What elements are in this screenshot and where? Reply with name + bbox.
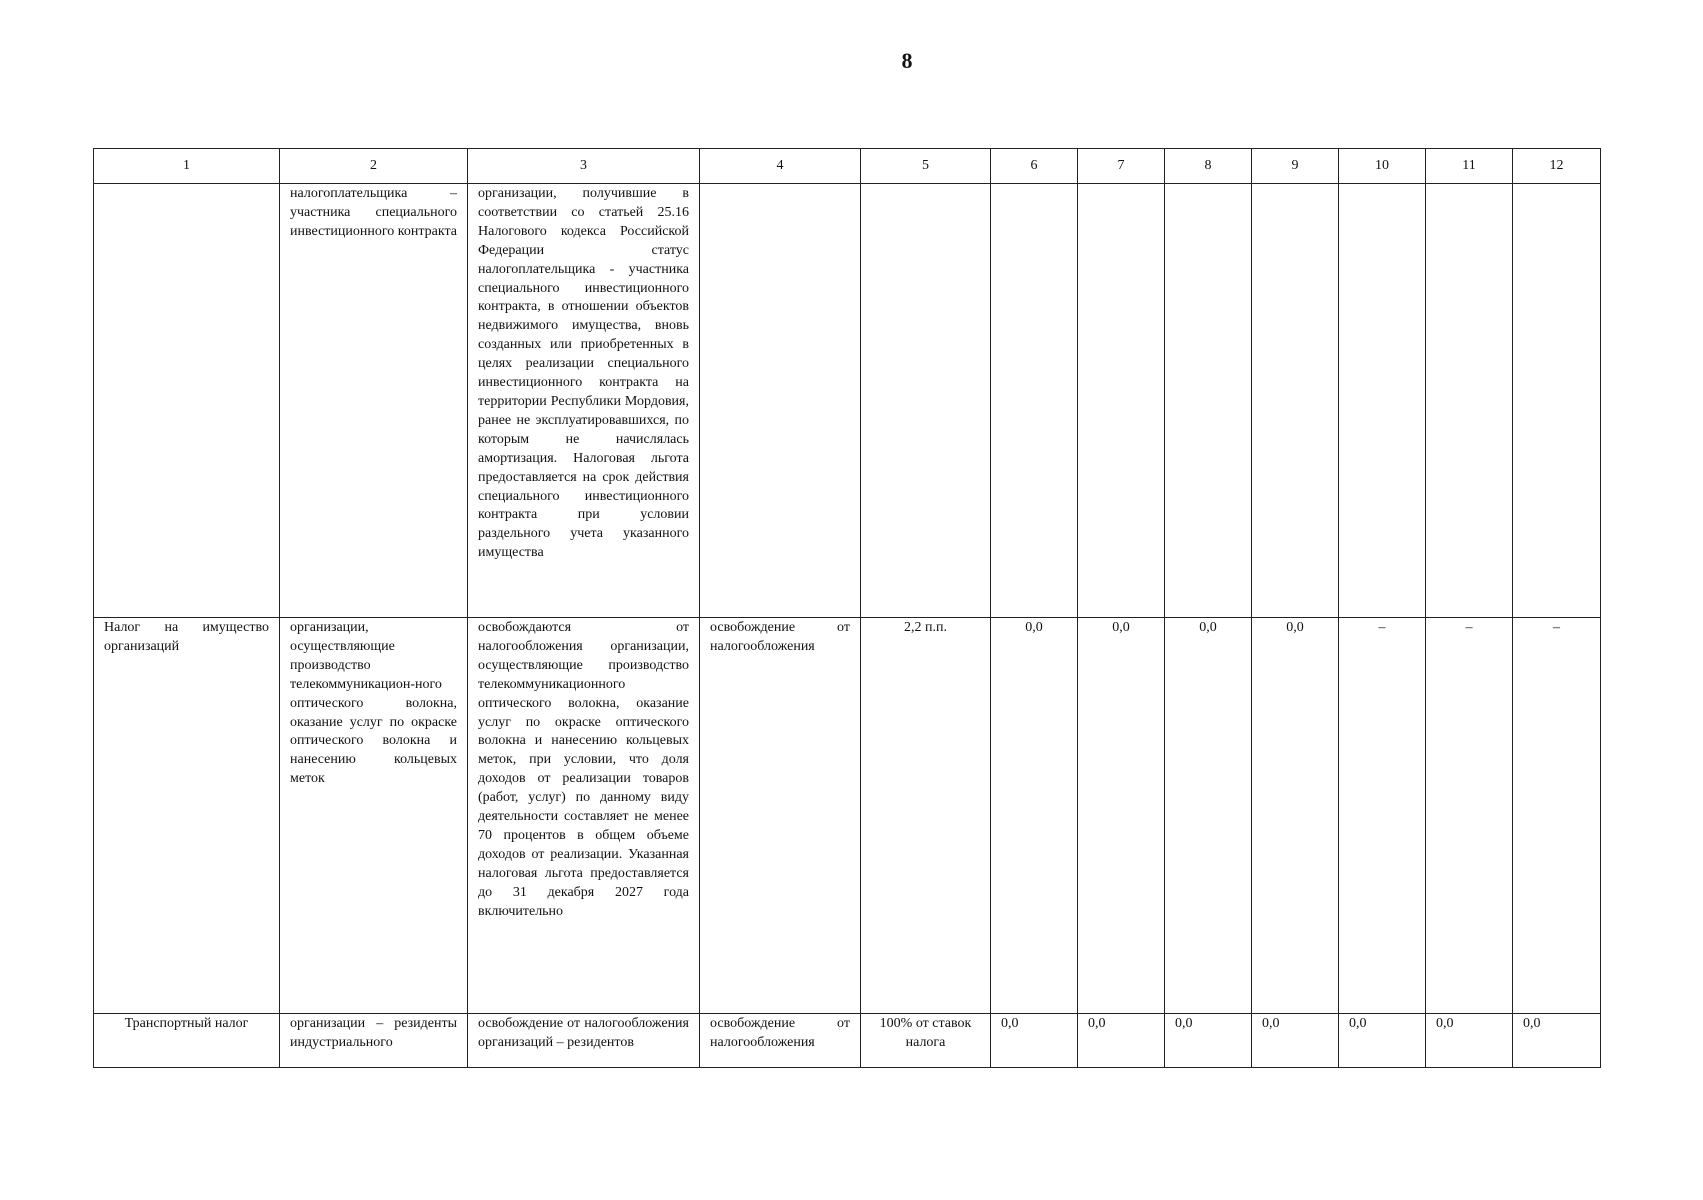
value-cell: 0,0 — [1426, 1014, 1513, 1068]
value-cell: 0,0 — [1165, 1014, 1252, 1068]
header-cell: 5 — [861, 149, 991, 184]
value-cell: 0,0 — [1252, 1014, 1339, 1068]
value-cell: 0,0 — [991, 1014, 1078, 1068]
value-cell — [1339, 184, 1426, 618]
value-cell: 0,0 — [1513, 1014, 1601, 1068]
value-cell: 0,0 — [1252, 618, 1339, 1014]
header-cell: 2 — [280, 149, 468, 184]
value-cell: – — [1339, 618, 1426, 1014]
header-cell: 10 — [1339, 149, 1426, 184]
page-number: 8 — [901, 48, 913, 73]
tax-name-cell: Налог на имущество организаций — [94, 618, 280, 1014]
tax-name-cell: Транспортный налог — [94, 1014, 280, 1068]
value-cell: 0,0 — [1078, 618, 1165, 1014]
value-cell — [1165, 184, 1252, 618]
value-cell: 0,0 — [1078, 1014, 1165, 1068]
benefit-type-cell — [700, 184, 861, 618]
value-cell: 0,0 — [1339, 1014, 1426, 1068]
header-cell: 1 — [94, 149, 280, 184]
value-cell: – — [1513, 618, 1601, 1014]
value-cell: 0,0 — [1165, 618, 1252, 1014]
benefit-size-cell — [861, 184, 991, 618]
table-header-row — [94, 149, 1601, 184]
table-row — [94, 618, 1601, 1014]
value-cell — [991, 184, 1078, 618]
header-cell: 4 — [700, 149, 861, 184]
header-cell: 12 — [1513, 149, 1601, 184]
benefits-table — [93, 148, 1601, 1068]
benefit-size-cell: 100% от ставок налога — [861, 1014, 991, 1068]
taxpayer-category-cell: организации – резиденты индустриального — [280, 1014, 468, 1068]
header-cell: 6 — [991, 149, 1078, 184]
header-cell: 3 — [468, 149, 700, 184]
value-cell — [1426, 184, 1513, 618]
benefit-type-cell: освобождение от налогообложения — [700, 1014, 861, 1068]
value-cell: – — [1426, 618, 1513, 1014]
value-cell — [1513, 184, 1601, 618]
table-row — [94, 184, 1601, 618]
value-cell: 0,0 — [991, 618, 1078, 1014]
table-row — [94, 1014, 1601, 1068]
benefit-size-cell: 2,2 п.п. — [861, 618, 991, 1014]
taxpayer-category-cell: организации, осуществляющие производство телекоммуникацион-ного оптического волокна, оказание услуг по окраске оптического волокна и нанесению кольцевых меток — [280, 618, 468, 1014]
benefit-type-cell: освобождение от налогообложения — [700, 618, 861, 1014]
benefit-description-cell: организации, получившие в соответствии со статьей 25.16 Налогового кодекса Российской Федерации статус налогоплательщика - участника специального инвестиционного контракта, в отношении объектов недвижимого имущества, вновь созданных или приобретенных в целях реализации специального инвестиционного контракта на территории Республики Мордовия, ранее не эксплуатировавшихся, по которым не начислялась амортизация. Налоговая льгота предоставляется на срок действия специального инвестиционного контракта при условии раздельного учета указанного имущества — [468, 184, 700, 618]
tax-name-cell — [94, 184, 280, 618]
header-cell: 9 — [1252, 149, 1339, 184]
header-cell: 7 — [1078, 149, 1165, 184]
benefit-description-cell: освобождаются от налогообложения организации, осуществляющие производство телекоммуникационного оптического волокна, оказание услуг по окраске оптического волокна и нанесению кольцевых меток, при условии, что доля доходов от реализации товаров (работ, услуг) по данному виду деятельности составляет не менее 70 процентов в общем объеме доходов от реализации. Указанная налоговая льгота предоставляется до 31 декабря 2027 года включительно — [468, 618, 700, 1014]
taxpayer-category-cell: налогоплательщика – участника специального инвестиционного контракта — [280, 184, 468, 618]
header-cell: 8 — [1165, 149, 1252, 184]
benefit-description-cell: освобождение от налогообложения организаций – резидентов — [468, 1014, 700, 1068]
value-cell — [1252, 184, 1339, 618]
value-cell — [1078, 184, 1165, 618]
header-cell: 11 — [1426, 149, 1513, 184]
